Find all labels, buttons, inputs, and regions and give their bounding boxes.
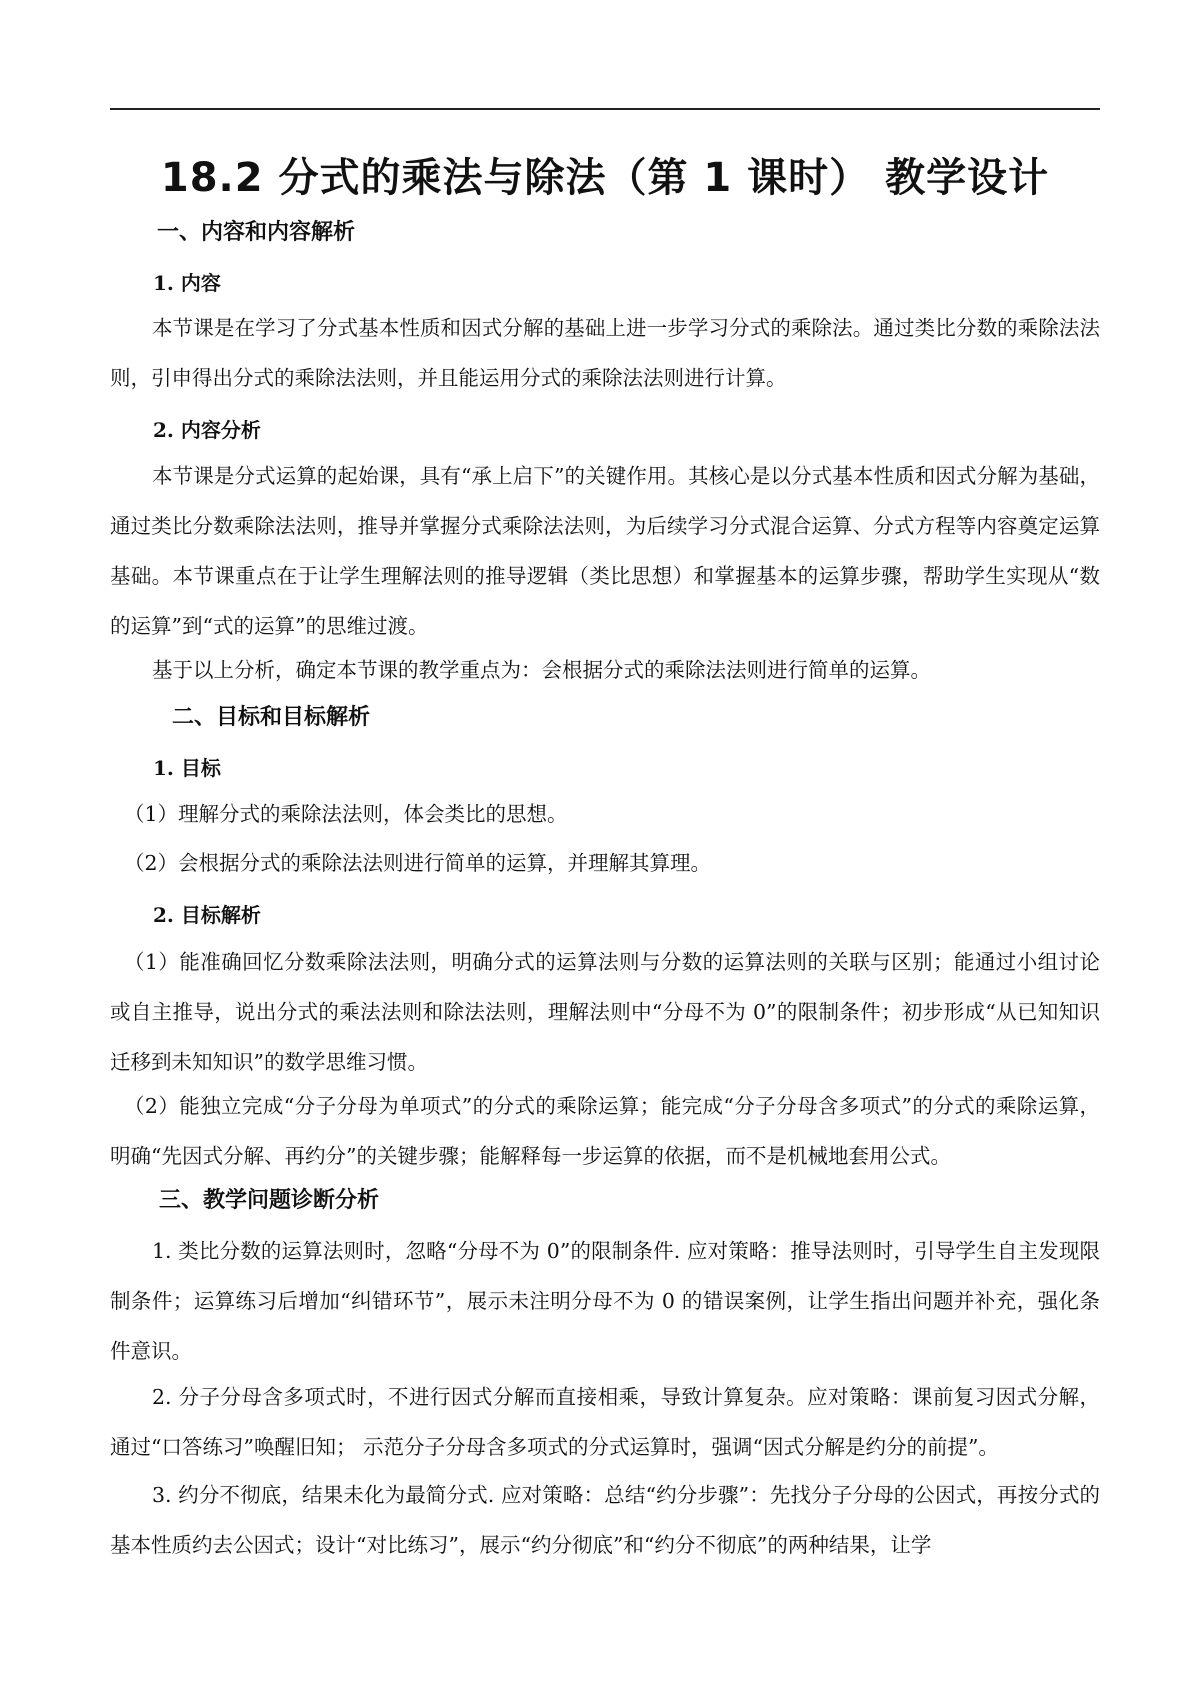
paragraph-content: 本节课是在学习了分式基本性质和因式分解的基础上进一步学习分式的乘除法。通过类比分数的乘除法法则，引申得出分式的乘除法法则，并且能运用分式的乘除法法则进行计算。 <box>110 316 1100 390</box>
diagnosis-item-3: 3. 约分不彻底，结果未化为最简分式. 应对策略：总结“约分步骤”：先找分子分母的公因式，再按分式的基本性质约去公因式；设计“对比练习”，展示“约分彻底”和“约分不彻底”的两种结果，让学 <box>110 1483 1100 1557</box>
section-heading-1: 一、内容和内容解析 <box>157 220 356 245</box>
paragraph-teaching-focus: 基于以上分析，确定本节课的教学重点为：会根据分式的乘除法法则进行简单的运算。 <box>152 658 931 682</box>
goal-item-2: （2）会根据分式的乘除法法则进行简单的运算，并理解其算理。 <box>124 851 712 875</box>
diagnosis-item-2: 2. 分子分母含多项式时，不进行因式分解而直接相乘，导致计算复杂。应对策略：课前复习因式分解，通过“口答练习”唤醒旧知； 示范分子分母含多项式的分式运算时，强调“因式分解是约分的前提”。 <box>110 1385 1100 1459</box>
diagnosis-item-1: 1. 类比分数的运算法则时，忽略“分母不为 0”的限制条件. 应对策略：推导法则时，引导学生自主发现限制条件；运算练习后增加“纠错环节”，展示未注明分母不为 0 的错误案例，让学生指出问题并补充，强化条件意识。 <box>110 1239 1100 1363</box>
section-heading-3: 三、教学问题诊断分析 <box>159 1188 380 1213</box>
subsection-heading-goal-analysis: 2. 目标解析 <box>153 903 261 927</box>
goal-item-1: （1）理解分式的乘除法法则，体会类比的思想。 <box>124 802 568 826</box>
header-rule <box>110 108 1100 110</box>
subsection-heading-goals: 1. 目标 <box>153 756 221 780</box>
subsection-heading-content-analysis: 2. 内容分析 <box>153 418 261 442</box>
section-heading-2: 二、目标和目标解析 <box>172 705 371 730</box>
subsection-heading-content: 1. 内容 <box>153 271 221 295</box>
paragraph-content-analysis: 本节课是分式运算的起始课，具有“承上启下”的关键作用。其核心是以分式基本性质和因式分解为基础，通过类比分数乘除法法则，推导并掌握分式乘除法法则，为后续学习分式混合运算、分式方程等内容奠定运算基础。本节课重点在于让学生理解法则的推导逻辑（类比思想）和掌握基本的运算步骤，帮助学生实现从“数的运算”到“式的运算”的思维过渡。 <box>110 464 1100 638</box>
goal-analysis-item-2: （2）能独立完成“分子分母为单项式”的分式的乘除运算；能完成“分子分母含多项式”的分式的乘除运算，明确“先因式分解、再约分”的关键步骤；能解释每一步运算的依据，而不是机械地套用公式。 <box>110 1094 1100 1168</box>
goal-analysis-item-1: （1）能准确回忆分数乘除法法则，明确分式的运算法则与分数的运算法则的关联与区别；能通过小组讨论或自主推导，说出分式的乘法法则和除法法则，理解法则中“分母不为 0”的限制条件；初步形成“从已知知识迁移到未知知识”的数学思维习惯。 <box>110 950 1100 1074</box>
document-title: 18.2 分式的乘法与除法（第 1 课时） 教学设计 <box>160 155 1050 201</box>
